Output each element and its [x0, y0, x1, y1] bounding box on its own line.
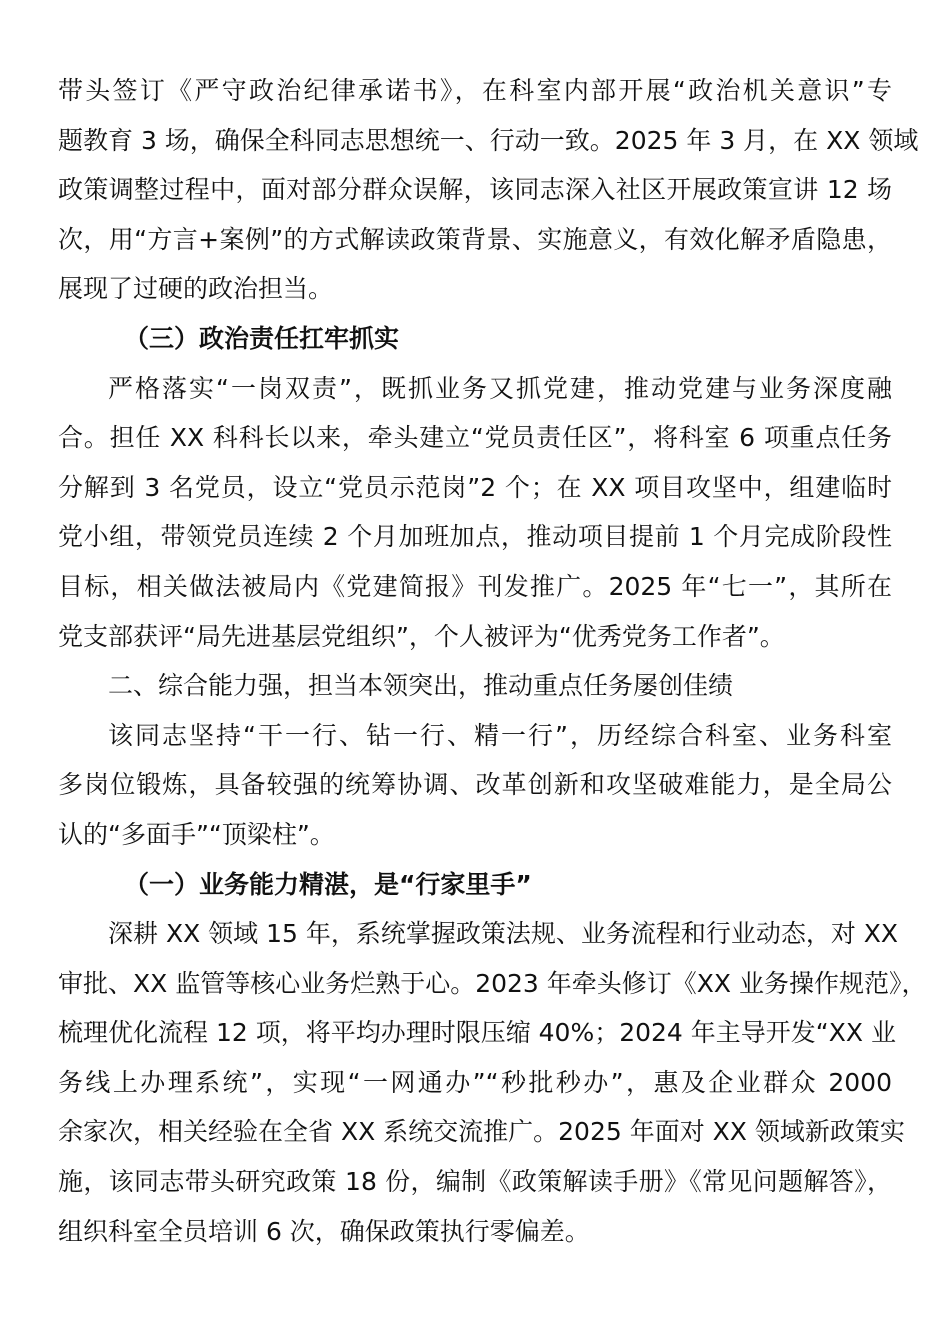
paragraph-line: 审批、XX 监管等核心业务烂熟于心。2023 年牵头修订《XX 业务操作规范》， [58, 968, 927, 998]
paragraph-line: 题教育 3 场，确保全科同志思想统一、行动一致。2025 年 3 月，在 XX 领域 [58, 125, 919, 155]
paragraph-line: 余家次，相关经验在全省 XX 系统交流推广。2025 年面对 XX 领域新政策实 [58, 1117, 905, 1147]
paragraph-line: 严格落实“一岗双责”，既抓业务又抓党建，推动党建与业务深度融 [108, 373, 892, 403]
paragraph-line: 次，用“方言+案例”的方式解读政策背景、实施意义，有效化解矛盾隐患， [58, 224, 892, 254]
paragraph-line: 施，该同志带头研究政策 18 份，编制《政策解读手册》《常见问题解答》， [58, 1167, 892, 1197]
paragraph-line: 认的“多面手”“顶梁柱”。 [58, 819, 335, 849]
paragraph-line: 分解到 3 名党员，设立“党员示范岗”2 个；在 XX 项目攻坚中，组建临时 [58, 472, 892, 502]
paragraph-line: 深耕 XX 领域 15 年，系统掌握政策法规、业务流程和行业动态，对 XX [108, 919, 899, 949]
paragraph-line: 合。担任 XX 科科长以来，牵头建立“党员责任区”，将科室 6 项重点任务 [58, 423, 892, 453]
paragraph-line: 该同志坚持“干一行、钻一行、精一行”，历经综合科室、业务科室 [108, 720, 892, 750]
paragraph-line: 带头签订《严守政治纪律承诺书》，在科室内部开展“政治机关意识”专 [58, 76, 892, 105]
paragraph-line: 政策调整过程中，面对部分群众误解，该同志深入社区开展政策宣讲 12 场 [58, 175, 892, 205]
paragraph-line: 多岗位锻炼，具备较强的统筹协调、改革创新和攻坚破难能力，是全局公 [58, 770, 892, 800]
paragraph-line: 党小组，带领党员连续 2 个月加班加点，推动项目提前 1 个月完成阶段性 [58, 522, 892, 552]
section-heading: 二、综合能力强，担当本领突出，推动重点任务屡创佳绩 [108, 671, 734, 701]
document-page [58, 66, 927, 1256]
subsection-heading: （一）业务能力精湛，是“行家里手” [124, 869, 532, 899]
paragraph-line: 目标，相关做法被局内《党建简报》刊发推广。2025 年“七一”，其所在 [58, 571, 892, 601]
subsection-heading: （三）政治责任扛牢抓实 [124, 323, 400, 353]
paragraph-line: 展现了过硬的政治担当。 [58, 274, 334, 304]
paragraph-line: 梳理优化流程 12 项，将平均办理时限压缩 40%；2024 年主导开发“XX 业 [58, 1018, 896, 1048]
paragraph-line: 组织科室全员培训 6 次，确保政策执行零偏差。 [58, 1216, 590, 1246]
paragraph-line: 党支部获评“局先进基层党组织”，个人被评为“优秀党务工作者”。 [58, 621, 785, 651]
paragraph-line: 务线上办理系统”，实现“一网通办”“秒批秒办”，惠及企业群众 2000 [58, 1067, 892, 1097]
